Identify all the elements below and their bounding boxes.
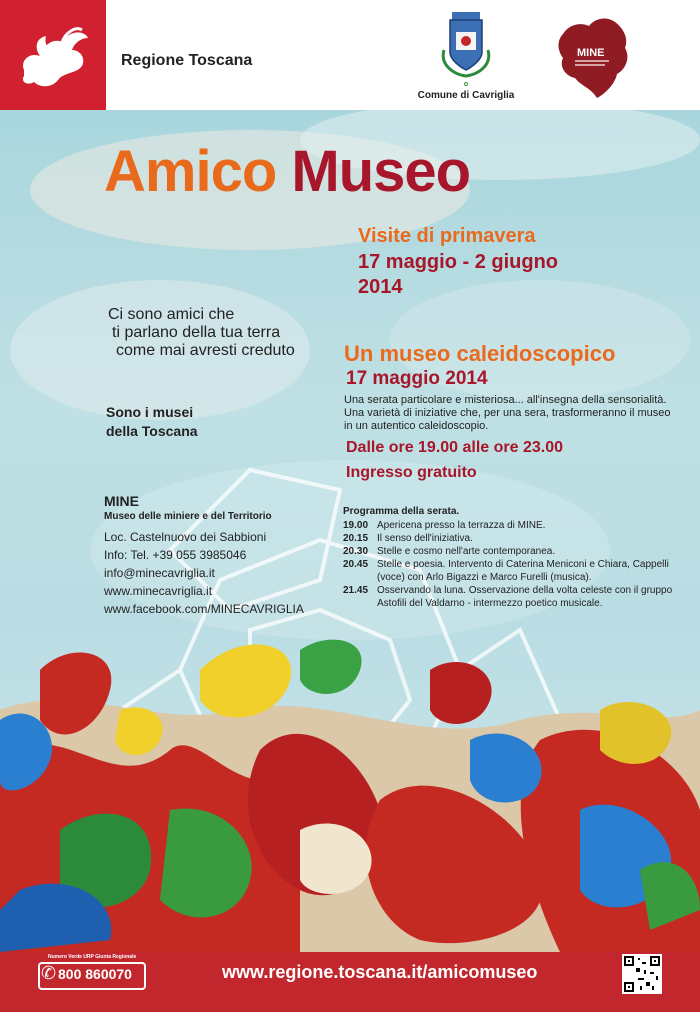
mine-address: Loc. Castelnuovo dei Sabbioni [104, 530, 267, 544]
program-item [343, 545, 683, 558]
website-link[interactable]: www.regione.toscana.it/amicomuseo [222, 962, 538, 982]
musei-line: della Toscana [106, 423, 198, 439]
program-item [343, 519, 683, 532]
event-date: 17 maggio 2014 [346, 368, 488, 389]
comune-name: Comune di Cavriglia [417, 90, 515, 101]
friends-line: come mai avresti creduto [116, 342, 295, 359]
phone-icon: ✆ [41, 963, 57, 983]
title-museo: Museo [291, 139, 471, 204]
header [0, 0, 700, 110]
program-text: Stelle e cosmo nell'arte contemporanea. [377, 546, 556, 557]
musei-text [106, 403, 198, 441]
mine-subtitle: Museo delle miniere e del Territorio [104, 511, 272, 522]
event-entry: Ingresso gratuito [346, 464, 477, 481]
program [343, 506, 683, 610]
mine-email-link[interactable]: info@minecavriglia.it [104, 566, 215, 580]
region-name: Regione Toscana [121, 52, 253, 69]
friends-line: ti parlano della tua terra [112, 324, 281, 341]
mine-phone: Info: Tel. +39 055 3985046 [104, 548, 247, 562]
mine-logo-icon [555, 14, 631, 100]
event-hours: Dalle ore 19.00 alle ore 23.00 [346, 439, 564, 456]
program-text: Stelle e poesia. Intervento di Caterina Meniconi e Chiara, Cappelli (voce) con Arlo Bigazzi e Marco Furelli (musica). [377, 559, 669, 583]
program-text: Osservando la luna. Osservazione della volta celeste con il gruppo Astofili del Valdarno - intermezzo poetico musicale. [377, 585, 673, 609]
program-item [343, 558, 683, 584]
subtitle-visite: Visite di primavera [358, 225, 536, 247]
event-description-line: Una varietà di iniziative che, per una sera, trasformeranno il museo [344, 407, 671, 419]
friends-line: Ci sono amici che [108, 306, 235, 323]
svg-text:MINE: MINE [577, 47, 605, 59]
subtitle-dates [358, 250, 558, 300]
phone-number-link[interactable]: 800 860070 [58, 966, 132, 982]
event-description [344, 394, 684, 433]
subtitle-year: 2014 [358, 276, 403, 298]
event-description-line: Una serata particolare e misteriosa... all'insegna della sensorialità. [344, 394, 667, 406]
mine-contact [104, 528, 304, 618]
regione-toscana-logo [0, 0, 106, 110]
program-time: 19.00 [343, 520, 369, 531]
pegasus-icon [0, 0, 106, 110]
subtitle-date-range: 17 maggio - 2 giugno [358, 251, 559, 273]
event-description-line: in un autentico caleidoscopio. [344, 420, 489, 432]
comune-crest-icon [438, 10, 494, 88]
program-time: 20.30 [343, 546, 369, 557]
mine-facebook-link[interactable]: www.facebook.com/MINECAVRIGLIA [104, 602, 304, 616]
title-amico: Amico [104, 139, 277, 204]
program-text: Il senso dell'iniziativa. [377, 533, 473, 544]
program-item [343, 532, 683, 545]
phone-label: Numero Verde URP Giunta Regionale [48, 954, 137, 960]
program-time: 20.45 [343, 559, 369, 570]
mine-title: MINE [104, 493, 139, 509]
program-time: 21.45 [343, 585, 369, 596]
musei-line: Sono i musei [106, 404, 194, 420]
program-text: Apericena presso la terrazza di MINE. [377, 520, 546, 531]
program-time: 20.15 [343, 533, 369, 544]
svg-text:✿: ✿ [463, 82, 469, 88]
qr-code-icon [622, 954, 662, 994]
main-title [104, 138, 470, 205]
program-item [343, 584, 683, 610]
mine-info [104, 493, 304, 618]
mine-website-link[interactable]: www.minecavriglia.it [104, 584, 213, 598]
program-title: Programma della serata. [343, 506, 460, 517]
event-heading: Un museo caleidoscopico [344, 341, 616, 366]
friends-text [108, 306, 295, 360]
